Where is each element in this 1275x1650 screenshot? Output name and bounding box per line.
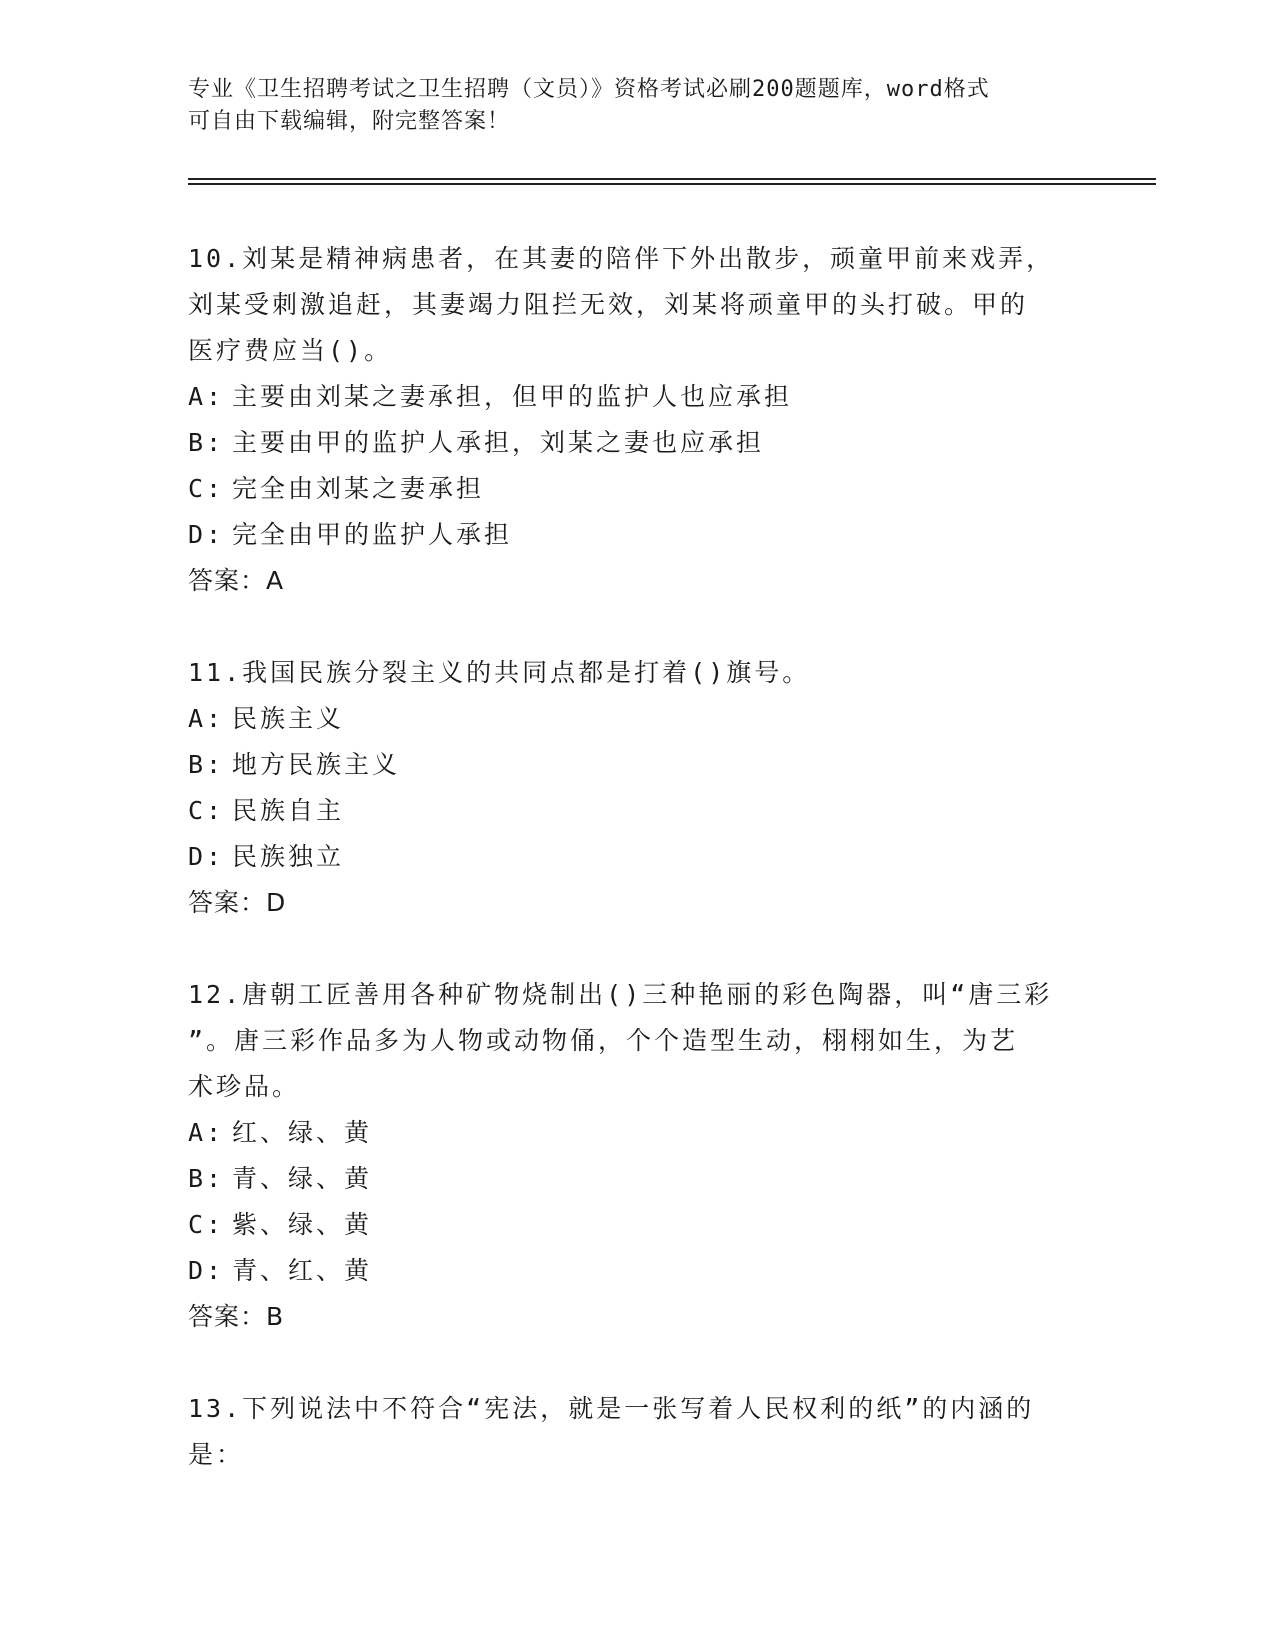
option-c (188, 788, 1088, 834)
option-d (188, 834, 1088, 880)
question-10 (188, 236, 1088, 604)
option-key: B: (188, 750, 225, 779)
question-13 (188, 1386, 1088, 1478)
option-text: 完全由甲的监护人承担 (232, 520, 513, 549)
option-key: A: (188, 704, 225, 733)
option-b (188, 1156, 1088, 1202)
header-divider-top (188, 178, 1156, 180)
answer-line: 答案：B (188, 1302, 285, 1331)
option-text: 民族独立 (232, 842, 345, 871)
question-stem-line: ”。唐三彩作品多为人物或动物俑，个个造型生动，栩栩如生，为艺 (188, 1026, 1019, 1055)
question-stem-line: 是： (188, 1440, 245, 1469)
question-stem-line: 13.下列说法中不符合“宪法，就是一张写着人民权利的纸”的内涵的 (188, 1394, 1035, 1423)
option-c (188, 466, 1088, 512)
question-stem-line: 12.唐朝工匠善用各种矿物烧制出()三种艳丽的彩色陶器，叫“唐三彩 (188, 980, 1053, 1009)
option-key: B: (188, 1164, 225, 1193)
option-b (188, 742, 1088, 788)
option-text: 完全由刘某之妻承担 (232, 474, 485, 503)
option-d (188, 512, 1088, 558)
question-stem-line: 刘某受刺激追赶，其妻竭力阻拦无效，刘某将顽童甲的头打破。甲的 (188, 290, 1029, 319)
header-line-1: 专业《卫生招聘考试之卫生招聘（文员）》资格考试必刷200题题库，word格式 (188, 77, 990, 102)
option-key: C: (188, 474, 225, 503)
document-header (188, 74, 1068, 138)
option-b (188, 420, 1088, 466)
option-key: C: (188, 1210, 225, 1239)
question-stem-line: 10.刘某是精神病患者，在其妻的陪伴下外出散步，顽童甲前来戏弄， (188, 244, 1055, 273)
option-d (188, 1248, 1088, 1294)
answer-line: 答案：D (188, 888, 287, 917)
option-key: D: (188, 520, 225, 549)
option-text: 紫、绿、黄 (232, 1210, 373, 1239)
question-stem-line: 医疗费应当()。 (188, 336, 393, 365)
option-key: D: (188, 842, 225, 871)
option-c (188, 1202, 1088, 1248)
option-key: B: (188, 428, 225, 457)
question-stem-line: 术珍品。 (188, 1072, 301, 1101)
header-line-2: 可自由下载编辑，附完整答案！ (188, 109, 511, 134)
option-key: A: (188, 382, 225, 411)
option-text: 民族自主 (232, 796, 345, 825)
option-text: 地方民族主义 (232, 750, 401, 779)
option-a (188, 696, 1088, 742)
question-11 (188, 650, 1088, 926)
option-text: 红、绿、黄 (232, 1118, 373, 1147)
header-divider-bottom (188, 183, 1156, 185)
option-text: 青、红、黄 (232, 1256, 373, 1285)
option-text: 主要由刘某之妻承担，但甲的监护人也应承担 (232, 382, 793, 411)
option-a (188, 1110, 1088, 1156)
answer-line: 答案：A (188, 566, 285, 595)
option-a (188, 374, 1088, 420)
question-12 (188, 972, 1088, 1340)
question-stem-line: 11.我国民族分裂主义的共同点都是打着()旗号。 (188, 658, 811, 687)
option-text: 青、绿、黄 (232, 1164, 373, 1193)
option-key: C: (188, 796, 225, 825)
option-text: 主要由甲的监护人承担，刘某之妻也应承担 (232, 428, 765, 457)
question-list (188, 236, 1088, 1524)
option-text: 民族主义 (232, 704, 345, 733)
option-key: A: (188, 1118, 225, 1147)
option-key: D: (188, 1256, 225, 1285)
